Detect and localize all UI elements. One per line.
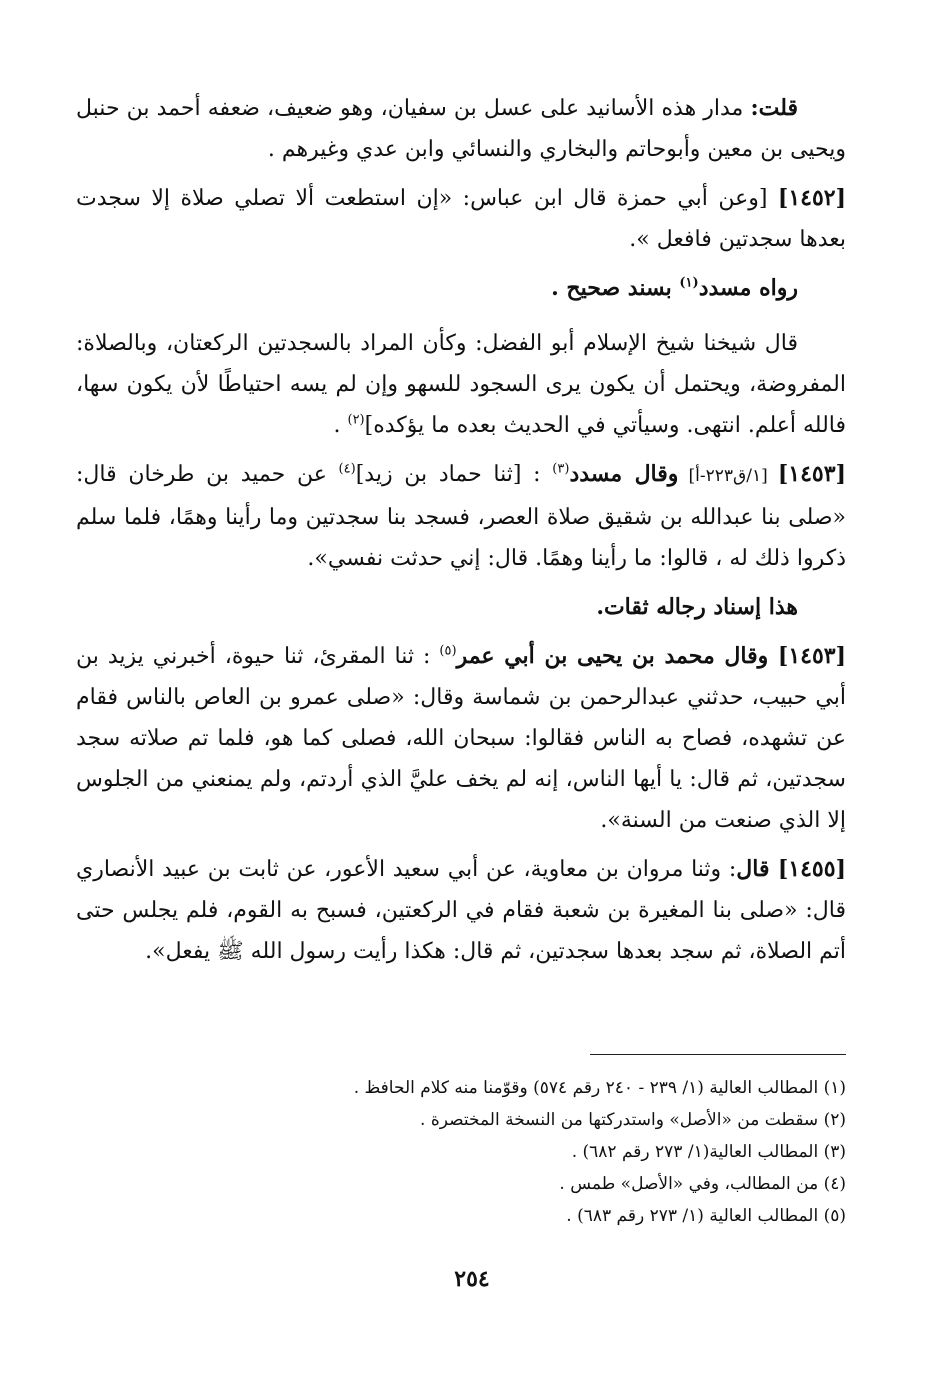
hadith-text: عن حميد بن طرخان قال: «صلى بنا عبدالله بن شقيق صلاة العصر، فسجد بنا سجدتين وما رأينا وهمًا، فلما سلم ذكروا ذلك له ، قالوا: ما رأينا وهمًا. قال: إني حدثت نفسي». xyxy=(76,462,846,571)
narration-text: رواه مسدد xyxy=(698,275,798,301)
footnote-1: (١) المطالب العالية (١/ ٢٣٩ - ٢٤٠ رقم ٥٧٤) وقوّمنا منه كلام الحافظ . xyxy=(353,1078,846,1098)
footnote-3: (٣) المطالب العالية(١/ ٢٧٣ رقم ٦٨٢) . xyxy=(571,1142,846,1162)
paragraph-text: قال شيخنا شيخ الإسلام أبو الفضل: وكأن المراد بالسجدتين الركعتان، وبالصلاة: المفروضة، ويحتمل أن يكون يرى السجود للسهو وإن لم يسه احتياطًا لأن يكون سها، فالله أعلم. انتهى. وسيأتي في الحديث بعده ما يؤكده] xyxy=(76,331,846,438)
footnote-5: (٥) المطالب العالية (١/ ٢٧٣ رقم ٦٨٣) . xyxy=(566,1206,846,1226)
hadith-text: [وعن أبي حمزة قال ابن عباس: «إن استطعت ألا تصلي صلاة إلا سجدت بعدها سجدتين فافعل ». xyxy=(76,186,846,252)
hadith-narrator: قال xyxy=(736,856,778,882)
paragraph-commentary xyxy=(76,88,846,170)
footnote-ref-5: (٥) xyxy=(439,643,457,659)
hadith-1453-a xyxy=(76,454,846,579)
page-number: ٢٥٤ xyxy=(454,1266,490,1292)
narration-text-end: بسند صحيح . xyxy=(551,275,680,301)
hadith-number: [١٤٥٢] xyxy=(777,185,846,211)
footnote-ref-4: (٤) xyxy=(338,461,356,477)
hadith-narrator: وقال محمد بن يحيى بن أبي عمر xyxy=(456,643,778,669)
narration-note xyxy=(76,268,846,309)
hadith-text: : وثنا مروان بن معاوية، عن أبي سعيد الأعور، عن ثابت بن عبيد الأنصاري قال: «صلى بنا المغيرة بن شعبة فقام في الركعتين، فسبح به القوم، فلم يجلس حتى أتم الصلاة، ثم سجد بعدها سجدتين، ثم قال: هكذا رأيت رسول الله ﷺ يفعل». xyxy=(76,857,847,964)
footnote-ref-2: (٢) xyxy=(347,412,365,428)
hadith-text: : ثنا المقرئ، ثنا حيوة، أخبرني يزيد بن أبي حبيب، حدثني عبدالرحمن بن شماسة وقال: «صلى عمرو بن العاص بالناس فقام عن تشهده، فصاح به الناس فقالوا: سبحان الله، فصلى كما هو، فلما تم صلاته سجد سجدتين، ثم قال: يا أيها الناس، إنه لم يخف عليَّ الذي أردتم، ولم يمنعني من الجلوس إلا الذي صنعت من السنة». xyxy=(76,644,846,833)
isnad-text: هذا إسناد رجاله ثقات. xyxy=(596,594,798,620)
footnote-divider xyxy=(590,1054,846,1055)
hadith-narrator: وقال مسدد xyxy=(569,461,679,487)
hadith-number: [١٤٥٣] xyxy=(777,461,846,487)
paragraph-sheikh-quote xyxy=(76,323,846,446)
paragraph-text: مدار هذه الأسانيد على عسل بن سفيان، وهو ضعيف، ضعفه أحمد بن حنبل ويحيى بن معين وأبوحاتم والبخاري والنسائي وابن عدي وغيرهم . xyxy=(76,96,846,162)
footnote-ref-1: (١) xyxy=(679,275,699,291)
paragraph-end: . xyxy=(333,413,348,438)
isnad-note xyxy=(76,587,846,628)
hadith-1452 xyxy=(76,178,846,260)
footnotes xyxy=(76,1072,846,1232)
hadith-1455 xyxy=(76,849,846,972)
hadith-number: [١٤٥٥] xyxy=(777,856,846,882)
footnote-2: (٢) سقطت من «الأصل» واستدركتها من النسخة المختصرة . xyxy=(420,1110,846,1130)
footnote-ref-3: (٣) xyxy=(552,461,570,477)
lead-word: قلت: xyxy=(750,95,798,121)
hadith-chain: : [ثنا حماد بن زيد] xyxy=(355,462,553,487)
footnote-4: (٤) من المطالب، وفي «الأصل» طمس . xyxy=(559,1174,846,1194)
hadith-1453-b xyxy=(76,636,846,841)
manuscript-ref: [١/ق٢٢٣-أ] xyxy=(678,466,778,486)
hadith-number: [١٤٥٣] xyxy=(777,643,846,669)
